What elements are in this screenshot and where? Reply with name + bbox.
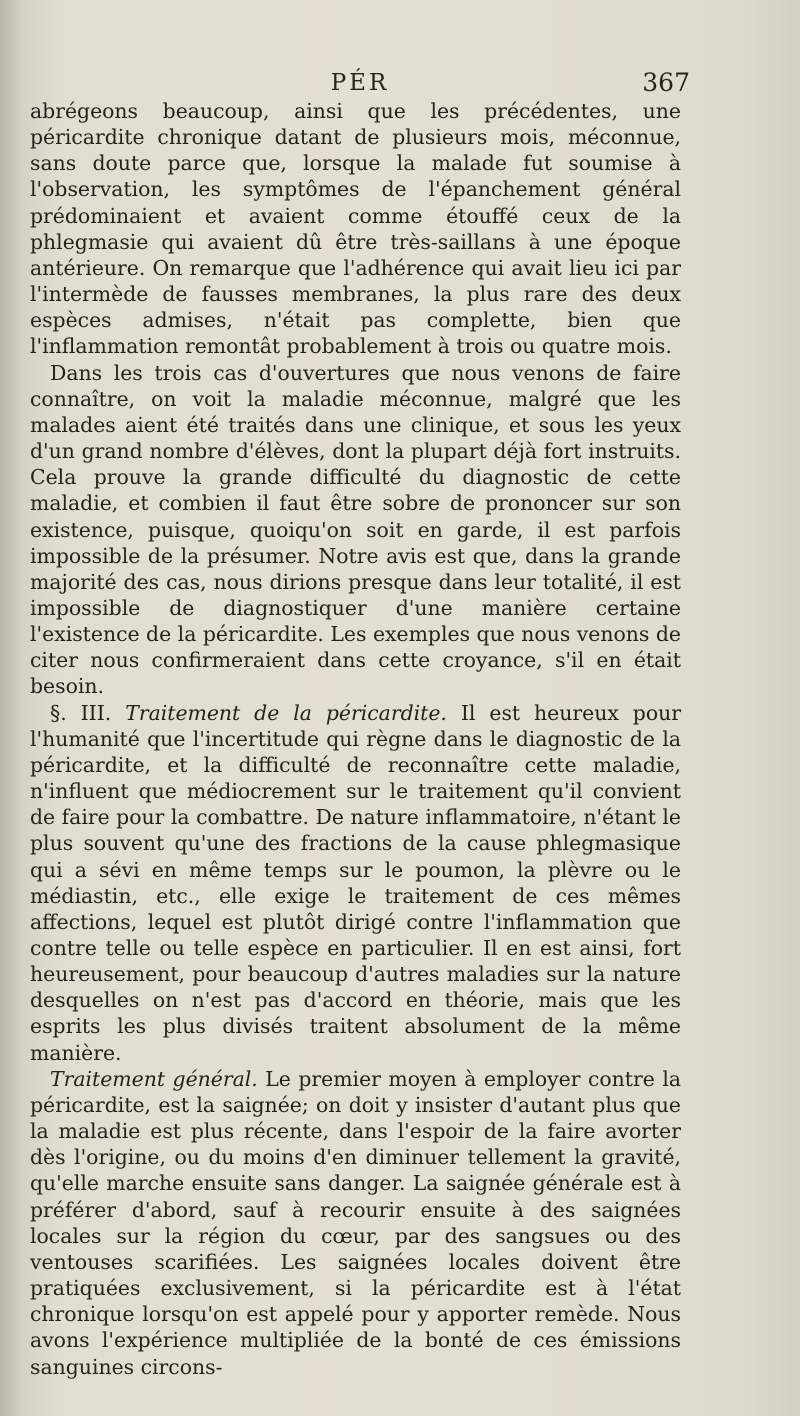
- section-title: Traitement de la péricardite.: [125, 700, 461, 725]
- paragraph-treatment: [30, 700, 681, 1066]
- paragraph-general-treatment: [30, 1066, 681, 1380]
- subsection-title: Traitement général.: [50, 1066, 266, 1091]
- paragraph-continuation: abrégeons beaucoup, ainsi que les précédentes, une péricardite chronique datant de plusieurs mois, méconnue, sans doute parce que, lorsque la malade fut soumise à l'observation, les symptômes de l'épanchement général prédominaient et avaient comme étouffé ceux de la phlegmasie qui avaient dû être très-saillans à une époque antérieure. On remarque que l'adhérence qui avait lieu ici par l'intermède de fausses membranes, la plus rare des deux espèces admises, n'était pas complette, bien que l'inflammation remontât probablement à trois ou quatre mois.: [30, 99, 681, 359]
- section-number: §. III.: [50, 700, 126, 725]
- body-text: [30, 98, 681, 1380]
- page-number: 367: [642, 68, 690, 97]
- page-header: [30, 62, 690, 102]
- paragraph-diagnosis: Dans les trois cas d'ouvertures que nous venons de faire connaître, on voit la maladie méconnue, malgré que les malades aient été traités dans une clinique, et sous les yeux d'un grand nombre d'élèves, dont la plupart déjà fort instruits. Cela prouve la grande difficulté du diagnostic de cette maladie, et combien il faut être sobre de prononcer sur son existence, puisque, quoiqu'on soit en garde, il est parfois impossible de la présumer. Notre avis est que, dans la grande majorité des cas, nous dirions presque dans leur totalité, il est impossible de diagnostiquer d'une manière certaine l'existence de la péricardite. Les exemples que nous venons de citer nous confirmeraient dans cette croyance, s'il en était besoin.: [30, 360, 681, 699]
- section-body: Il est heureux pour l'humanité que l'incertitude qui règne dans le diagnostic de la péricardite, et la difficulté de reconnaître cette maladie, n'influent que médiocrement sur le traitement qu'il convient de faire pour la combattre. De nature inflammatoire, n'étant le plus souvent qu'une des fractions de la cause phlegmasique qui a sévi en même temps sur le poumon, la plèvre ou le médiastin, etc., elle exige le traitement de ces mêmes affections, lequel est plutôt dirigé contre l'inflammation que contre telle ou telle espèce en particulier. Il en est ainsi, fort heureusement, pour beaucoup d'autres maladies sur la nature desquelles on n'est pas d'accord en théorie, mais que les esprits les plus divisés traitent absolument de la même manière.: [30, 700, 681, 1065]
- subsection-body: Le premier moyen à employer contre la péricardite, est la saignée; on doit y insister d'autant plus que la maladie est plus récente, dans l'espoir de la faire avorter dès l'origine, ou du moins d'en diminuer tellement la gravité, qu'elle marche ensuite sans danger. La saignée générale est à préférer d'abord, sauf à recourir ensuite à des saignées locales sur la région du cœur, par des sangsues ou des ventouses scarifiées. Les saignées locales doivent être pratiquées exclusivement, si la péricardite est à l'état chronique lorsqu'on est appelé pour y apporter remède. Nous avons l'expérience multipliée de la bonté de ces émissions sanguines circons-: [30, 1066, 681, 1379]
- running-head: PÉR: [330, 70, 390, 96]
